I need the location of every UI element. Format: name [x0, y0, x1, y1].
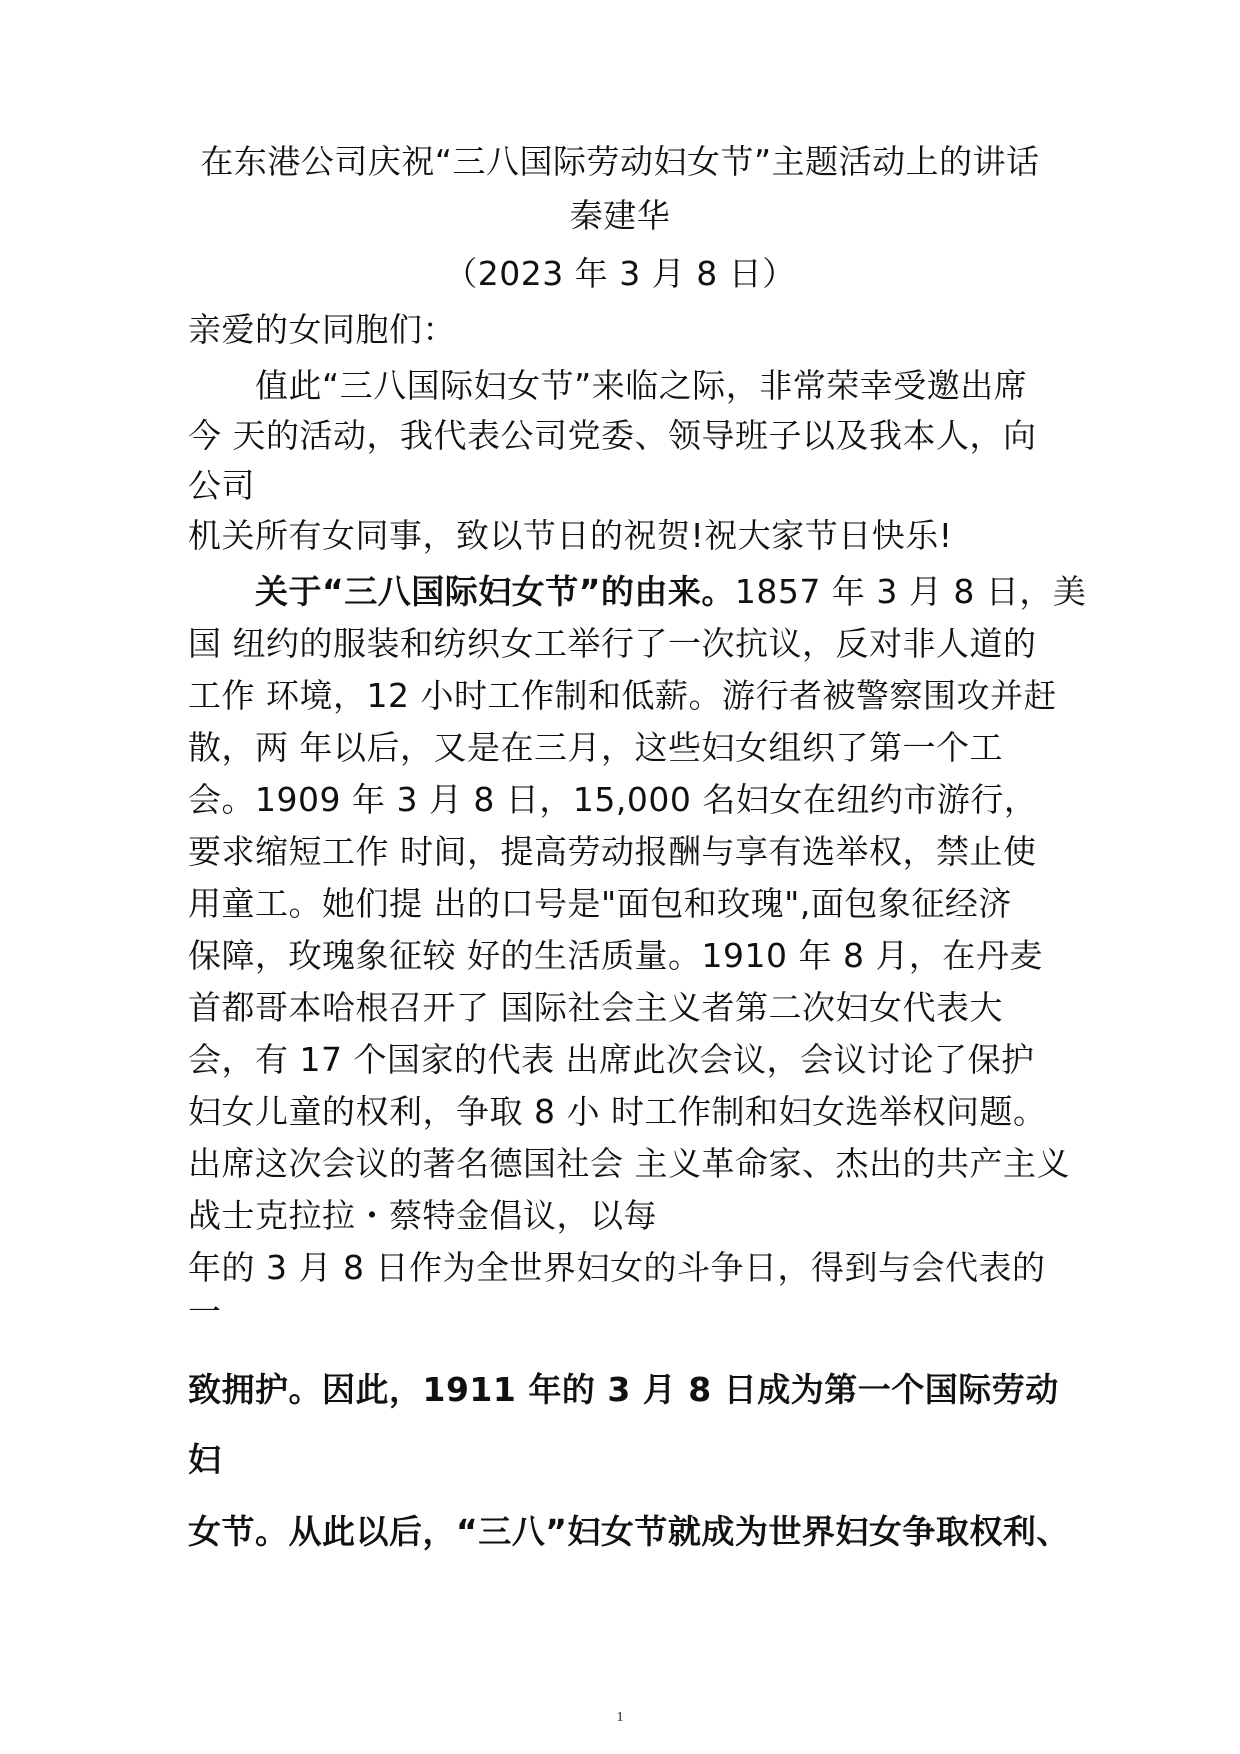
paragraph-line: 年的 3 月 8 日作为全世界妇女的斗争日，得到与会代表的	[188, 1248, 1046, 1287]
salutation: 亲爱的女同胞们：	[188, 310, 456, 349]
speech-date: （2023 年 3 月 8 日）	[444, 254, 796, 293]
paragraph-line: 一	[188, 1292, 222, 1331]
paragraph-line: 国 纽约的服装和纺织女工举行了一次抗议，反对非人道的	[188, 624, 1037, 663]
paragraph-line: 保障，玫瑰象征较 好的生活质量。1910 年 8 月，在丹麦	[188, 936, 1043, 975]
paragraph-line: 今 天的活动，我代表公司党委、领导班子以及我本人，向	[188, 416, 1037, 455]
speaker-name: 秦建华	[569, 196, 671, 235]
paragraph-line: 要求缩短工作 时间，提高劳动报酬与享有选举权，禁止使	[188, 832, 1037, 871]
paragraph-text: 1857 年 3 月 8 日，美	[734, 572, 1087, 611]
paragraph-line: 值此“三八国际妇女节”来临之际，非常荣幸受邀出席	[255, 366, 1028, 405]
paragraph-line: 致拥护。因此，1911 年的 3 月 8 日成为第一个国际劳动	[188, 1370, 1059, 1409]
paragraph-line: 散，两 年以后，又是在三月，这些妇女组织了第一个工	[188, 728, 1003, 767]
paragraph-line: 会。1909 年 3 月 8 日，15,000 名妇女在纽约市游行，	[188, 780, 1038, 819]
paragraph-line: 妇	[188, 1440, 222, 1479]
page-number: 1	[616, 1710, 624, 1725]
speech-title: 在东港公司庆祝“三八国际劳动妇女节”主题活动上的讲话	[200, 142, 1040, 181]
section-heading: 关于“三八国际妇女节”的由来。	[255, 572, 735, 611]
paragraph-line: 首都哥本哈根召开了 国际社会主义者第二次妇女代表大	[188, 988, 1003, 1027]
paragraph-line: 公司	[188, 466, 255, 505]
paragraph-line: 用童工。她们提 出的口号是"面包和玫瑰",面包象征经济	[188, 884, 1012, 923]
paragraph-line: 会，有 17 个国家的代表 出席此次会议，会议讨论了保护	[188, 1040, 1035, 1079]
paragraph-line: 机关所有女同事，致以节日的祝贺!祝大家节日快乐!	[188, 516, 953, 555]
paragraph-line	[255, 570, 1086, 614]
paragraph-line: 工作 环境，12 小时工作制和低薪。游行者被警察围攻并赶	[188, 676, 1057, 715]
paragraph-line: 女节。从此以后，“三八”妇女节就成为世界妇女争取权利、	[188, 1512, 1070, 1551]
paragraph-line: 妇女儿童的权利，争取 8 小 时工作制和妇女选举权问题。	[188, 1092, 1047, 1131]
paragraph-line: 战士克拉拉・蔡特金倡议，以每	[188, 1196, 657, 1235]
paragraph-line: 出席这次会议的著名德国社会 主义革命家、杰出的共产主义	[188, 1144, 1070, 1183]
